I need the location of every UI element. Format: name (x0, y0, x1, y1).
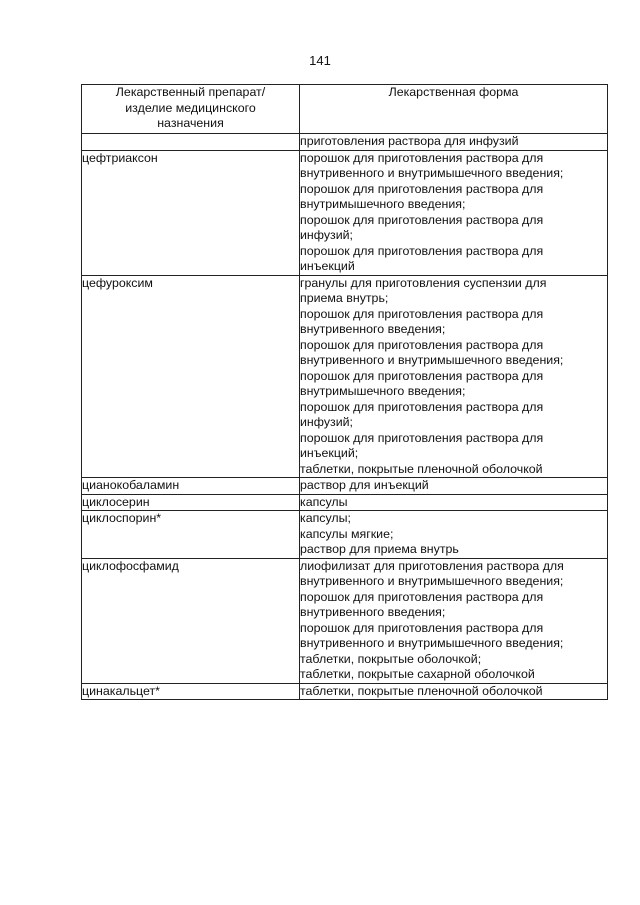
dosage-form-cell (300, 150, 608, 275)
dosage-form-line: внутривенного введения; (300, 322, 446, 336)
dosage-form-line: порошок для приготовления раствора для (300, 150, 544, 165)
dosage-form-line: порошок для приготовления раствора для (300, 306, 544, 321)
drug-name-cell: циклофосфамид (82, 558, 300, 683)
dosage-form-line: порошок для приготовления раствора для (300, 181, 544, 196)
header-drug-line: Лекарственный препарат/ (115, 85, 266, 99)
dosage-form-line: порошок для приготовления раствора для (300, 620, 544, 635)
header-drug-line: изделие медицинского (125, 100, 256, 115)
dosage-form-line: внутривенного введения; (300, 605, 446, 619)
dosage-form-line: внутримышечного введения; (300, 384, 466, 398)
dosage-form-line: порошок для приготовления раствора для (300, 243, 544, 258)
page-number: 141 (309, 53, 331, 68)
dosage-form-line: инфузий; (300, 415, 353, 429)
table-body (82, 134, 608, 700)
dosage-form-line: таблетки, покрытые пленочной оболочкой (300, 683, 543, 698)
drug-name-cell: цианокобаламин (82, 478, 300, 495)
dosage-form-line: приготовления раствора для инфузий (300, 134, 519, 148)
header-form (300, 85, 608, 134)
dosage-form-line: порошок для приготовления раствора для (300, 212, 544, 227)
dosage-form-line: инъекций (300, 259, 355, 273)
dosage-form-line: капсулы; (300, 511, 351, 525)
dosage-form-line: лиофилизат для приготовления раствора для (300, 558, 564, 573)
dosage-form-line: капсулы мягкие; (300, 526, 394, 541)
dosage-form-line: таблетки, покрытые пленочной оболочкой (300, 461, 543, 476)
dosage-form-line: приема внутрь; (300, 291, 389, 305)
drug-name-cell: цинакальцет* (82, 683, 300, 700)
drug-name-cell (82, 134, 300, 151)
dosage-form-line: инъекций; (300, 446, 359, 460)
dosage-form-cell (300, 683, 608, 700)
table-header-row (82, 85, 608, 134)
dosage-form-line: порошок для приготовления раствора для (300, 399, 544, 414)
dosage-form-cell (300, 494, 608, 511)
table-row (82, 150, 608, 275)
dosage-form-line: внутривенного и внутримышечного введения; (300, 353, 564, 367)
dosage-form-line: капсулы (300, 494, 348, 509)
dosage-form-line: внутримышечного введения; (300, 197, 466, 211)
table-row (82, 478, 608, 495)
dosage-form-line: раствор для приема внутрь (300, 542, 459, 556)
dosage-form-line: инфузий; (300, 228, 353, 242)
drug-name-cell: цефуроксим (82, 275, 300, 478)
dosage-form-line: гранулы для приготовления суспензии для (300, 275, 547, 290)
table-row (82, 558, 608, 683)
dosage-form-line: внутривенного и внутримышечного введения; (300, 574, 564, 588)
drug-table (81, 84, 608, 700)
dosage-form-line: порошок для приготовления раствора для (300, 430, 544, 445)
table-row (82, 683, 608, 700)
drug-name-cell: циклоспорин* (82, 511, 300, 559)
drug-name-cell: цефтриаксон (82, 150, 300, 275)
dosage-form-line: внутривенного и внутримышечного введения; (300, 166, 564, 180)
dosage-form-line: внутривенного и внутримышечного введения; (300, 636, 564, 650)
dosage-form-line: порошок для приготовления раствора для (300, 368, 544, 383)
dosage-form-cell (300, 478, 608, 495)
dosage-form-line: порошок для приготовления раствора для (300, 337, 544, 352)
dosage-form-cell (300, 275, 608, 478)
dosage-form-cell (300, 134, 608, 151)
header-drug (82, 85, 300, 134)
dosage-form-cell (300, 511, 608, 559)
table-row (82, 134, 608, 151)
dosage-form-line: раствор для инъекций (300, 478, 429, 492)
table-row (82, 511, 608, 559)
drug-name-cell: циклосерин (82, 494, 300, 511)
header-form-line: Лекарственная форма (388, 85, 519, 99)
dosage-form-line: таблетки, покрытые сахарной оболочкой (300, 667, 535, 681)
header-drug-line: назначения (157, 116, 224, 130)
dosage-form-cell (300, 558, 608, 683)
table-row (82, 275, 608, 478)
dosage-form-line: таблетки, покрытые оболочкой; (300, 651, 482, 666)
dosage-form-line: порошок для приготовления раствора для (300, 589, 544, 604)
table-row (82, 494, 608, 511)
